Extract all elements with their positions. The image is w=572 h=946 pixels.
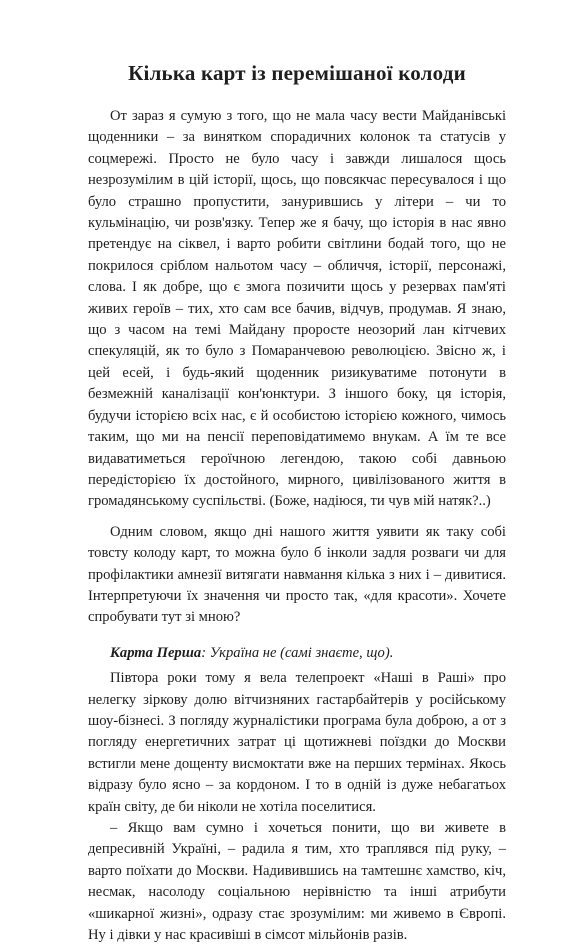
intro-paragraph-2: Одним словом, якщо дні нашого життя уявити як таку собі товсту колоду карт, то можна було б інколи задля розваги чи для профілактики амнезії витягати навмання кілька з них і – дивитися. Інтерпретуючи їх значення чи просто так, «для красоти». Хочете спробувати тут зі мною? [88, 523, 506, 626]
chapter-title: Кілька карт із перемішаної колоди [128, 61, 466, 85]
card-paragraph-1: Півтора роки тому я вела телепроект «Наші в Раші» про нелегку зіркову долю вітчизняних гастарбайтерів у російському шоу-бізнесі. З погляду журналістики програма була доброю, а от з погляду енергетичних затрат ці щотижневі поїздки до Москви встигли мене дощенту висмоктати вже на перших термінах. Якось відразу було ясно – за кордоном. І то в одній із дуже небагатьох країн світу, де би ніколи не хотіла поселитися. [88, 670, 506, 815]
card-subtitle: : Україна не (самі знаєте, що). [201, 644, 394, 661]
card-paragraph-2: – Якщо вам сумно і хочеться понити, що ви живете в депресивній Україні, – радила я тим, хто траплявся під руку, – варто поїхати до Москви. Надивившись на тамтешнє хамство, кіч, несмак, насолоду соціальною нерівністю та інші атрибути «шикарної жизні», одразу стає зрозумілим: ми живемо в Європі. Ну і дівки у нас красивіші в сімсот мільйонів разів. [88, 820, 506, 944]
document-page [88, 60, 506, 946]
card-heading [88, 643, 506, 664]
intro-paragraph-1: От зараз я сумую з того, що не мала часу вести Майданівські щоденники – за винятком спорадичних колонок та статусів у соцмережі. Просто не було часу і завжди лишалося щось незрозумілим в цій історії, щось, що повсякчас пересувалося і що було страшно пропустити, занурившись у літери – чи то кульмінацію, чи розв'язку. Тепер же я бачу, що історія в нас явно претендує на сіквел, і варто робити світлини бодай того, що не покрилося сріблом нальотом часу – обличчя, історії, персонажі, слова. І як добре, що є змога позичити щось у резервах пам'яті живих героїв – тих, хто сам все бачив, відчув, продумав. Я знаю, що з часом на темі Майдану проросте неозорий лан кітчевих спекуляцій, як то було з Помаранчевою революцією. Звісно ж, і цей есей, і будь-який щоденник ризикуватиме потонути в безмежній каналізації кон'юнктури. З іншого боку, ця історія, будучи історією всіх нас, є й особистою історією кожного, чимось таким, що ми на пенсії переповідатимемо внукам. А їм те все видаватиметься героїчною легендою, такою собі давньою передісторією їх достойного, мирного, цивілізованого життя в громадянському суспільстві. (Боже, надіюся, ти чув мій натяк?..) [88, 108, 506, 510]
card-label: Карта Перша [110, 644, 202, 661]
